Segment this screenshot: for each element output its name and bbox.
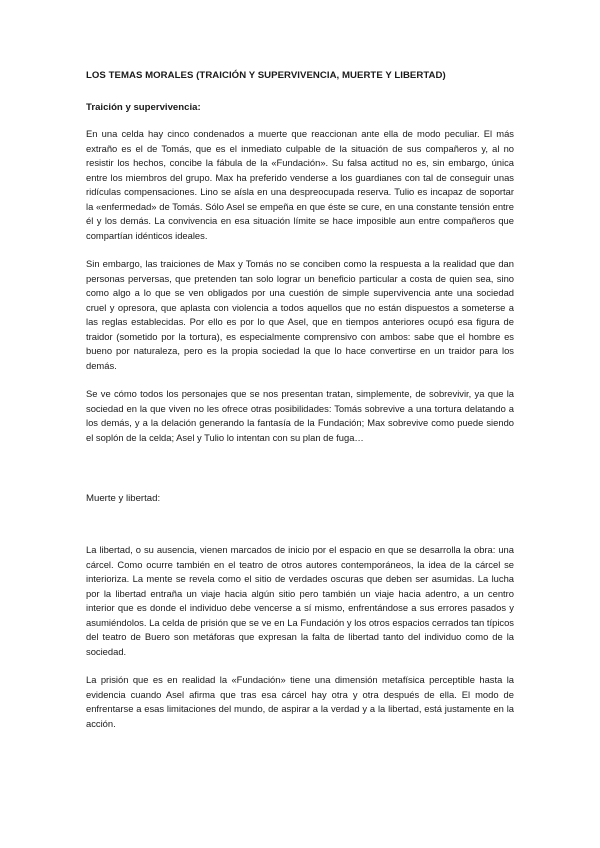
paragraph: La libertad, o su ausencia, vienen marcados de inicio por el espacio en que se desarrolla la obra: una cárcel. Como ocurre también en el teatro de otros autores contemporáneos, la idea de la cárcel se interioriza. La mente se revela como el sitio de verdades oscuras que deben ser asumidas. La lucha por la libertad entraña un viaje hacia algún sitio pero también un viaje hacia adentro, a un centro interior que es donde el individuo debe vencerse a sí mismo, enfrentándose a sus errores pasados y asumiéndolos. La celda de prisión que se ve en La Fundación y los otros espacios cerrados tan típicos del teatro de Buero son metáforas que expresan la falta de libertad tanto del individuo como de la sociedad. xyxy=(86,544,514,657)
paragraph: La prisión que es en realidad la «Fundación» tiene una dimensión metafísica perceptible hasta la evidencia cuando Asel afirma que tras esa cárcel hay otra y otra después de ella. El modo de enfrentarse a esas limitaciones del mundo, de aspirar a la verdad y a la libertad, está justamente en la acción. xyxy=(86,674,514,729)
blank-space xyxy=(86,459,514,492)
paragraph: Sin embargo, las traiciones de Max y Tomás no se conciben como la respuesta a la realidad que dan personas perversas, que pretenden tan solo lograr un beneficio particular a costa de quien sea, sino como algo a lo que se ven obligados por una cuestión de simple supervivencia ante una sociedad cruel y opresora, que aplasta con violencia a todos aquellos que no están dispuestos a someterse a las reglas establecidas. Por ello es por lo que Asel, que en tiempos anteriores ocupó esa figura de traidor (sometido por la tortura), es especialmente comprensivo con ambos: sabe que el hombre es bueno por naturaleza, pero es la propia sociedad la que lo hace convertirse en un traidor para los demás. xyxy=(86,258,514,371)
section-heading-muerte: Muerte y libertad: xyxy=(86,493,161,504)
paragraph: Se ve cómo todos los personajes que se nos presentan tratan, simplemente, de sobrevivir, ya que la sociedad en la que viven no les ofrece otras posibilidades: Tomás sobrevive a una tortura delatando a los demás, y a la delación generando la fantasía de la Fundación; Max sobrevive como puede siendo el soplón de la celda; Asel y Tulio lo intentan con su plan de fuga… xyxy=(86,388,514,443)
section-heading-traicion: Traición y supervivencia: xyxy=(86,102,201,113)
blank-space xyxy=(86,505,514,543)
document-title: LOS TEMAS MORALES (TRAICIÓN Y SUPERVIVENCIA, MUERTE Y LIBERTAD) xyxy=(86,70,446,81)
paragraph: En una celda hay cinco condenados a muerte que reaccionan ante ella de modo peculiar. El más extraño es el de Tomás, que es el inmediato culpable de la situación de sus compañeros y, al no resistir los hechos, concibe la fábula de la «Fundación». Su falsa actitud no es, sin embargo, única entre los miembros del grupo. Max ha preferido venderse a los guardianes con tal de conseguir unas ridículas compensaciones. Lino se aísla en una despreocupada reserva. Tulio es incapaz de soportar la «enfermedad» de Tomás. Sólo Asel se empeña en que éste se cure, en una constante tensión entre él y los demás. La convivencia en esa situación límite se hace imposible aun entre compañeros que compartían idénticos ideales. xyxy=(86,128,514,241)
